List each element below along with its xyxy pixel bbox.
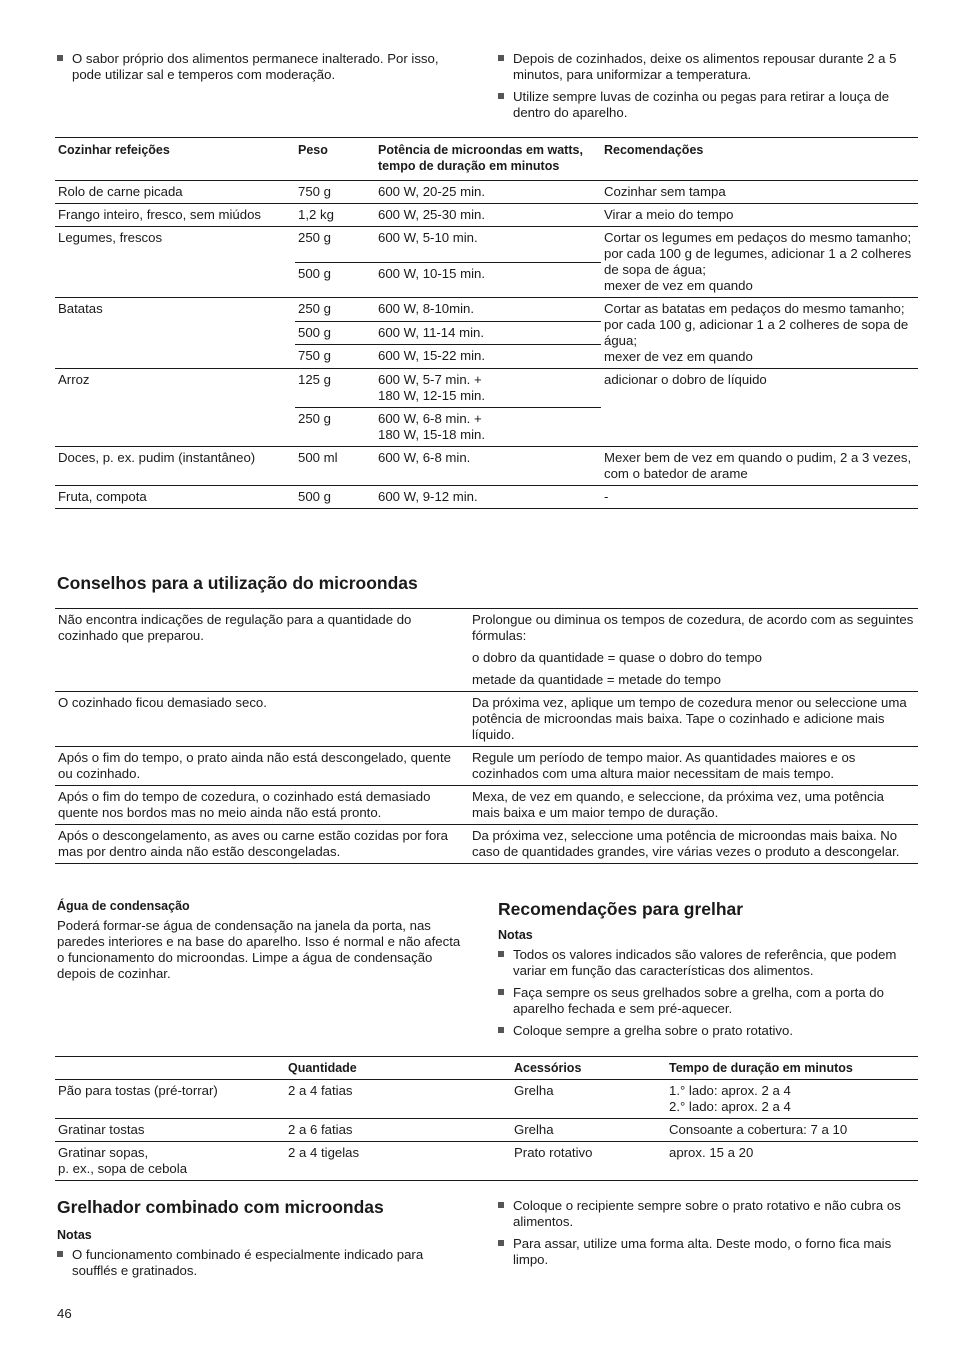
tip-problem: O cozinhado ficou demasiado seco.	[55, 692, 469, 747]
dish-power: 600 W, 11-14 min.	[375, 321, 601, 345]
text-line: Cortar as batatas em pedaços do mesmo tamanho;	[604, 301, 905, 316]
tip-solution-line: Mexa, de vez em quando, e seleccione, da próxima vez, uma potência mais baixa e um maior tempo de duração.	[472, 789, 884, 820]
col-header-recommendations: Recomendações	[601, 138, 918, 181]
tip-problem: Não encontra indicações de regulação para a quantidade do cozinhado que preparou.	[55, 609, 469, 692]
condensation-text: Poderá formar-se água de condensação na janela da porta, nas paredes interiores e na base do aparelho. Isso é normal e não afecta o funcionamento do microondas. Limpe a água de condensação depois de cozinhar.	[57, 918, 461, 981]
text-line: 2.° lado: aprox. 2 a 4	[669, 1099, 791, 1114]
tips-row	[55, 747, 918, 786]
dish-recommendation: -	[601, 486, 918, 509]
dish-recommendation: adicionar o dobro de líquido	[601, 369, 918, 447]
dish-power: 600 W, 10-15 min.	[375, 262, 601, 298]
dish-power: 600 W, 20-25 min.	[375, 181, 601, 204]
table-row	[55, 227, 918, 263]
condensation-title: Água de condensação	[57, 899, 190, 913]
tips-title: Conselhos para a utilização do microondas	[57, 573, 418, 593]
intro-bullet: O sabor próprio dos alimentos permanece inalterado. Por isso, pode utilizar sal e temperos com moderação.	[57, 51, 467, 83]
dish-recommendation: Virar a meio do tempo	[601, 204, 918, 227]
dish-weight: 125 g	[295, 369, 375, 408]
combo-note: Coloque o recipiente sempre sobre o prato rotativo e não cubra os alimentos.	[498, 1198, 918, 1230]
text-line: 600 W, 6-8 min. +	[378, 411, 482, 426]
text-line: p. ex., sopa de cebola	[58, 1161, 188, 1176]
grill-title: Recomendações para grelhar	[498, 899, 744, 919]
text-line: 1.° lado: aprox. 2 a 4	[669, 1083, 791, 1098]
dish-power	[375, 369, 601, 408]
tips-table-wrapper	[55, 608, 918, 864]
table-row	[55, 369, 918, 408]
dish-weight: 750 g	[295, 181, 375, 204]
text-line: 180 W, 12-15 min.	[378, 388, 486, 403]
text-line: mexer de vez em quando	[604, 349, 753, 364]
dish-name: Frango inteiro, fresco, sem miúdos	[55, 204, 295, 227]
dish-weight: 500 g	[295, 262, 375, 298]
grill-item: Gratinar tostas	[55, 1119, 285, 1142]
tips-row	[55, 786, 918, 825]
tips-row	[55, 825, 918, 864]
grill-quantity: 2 a 4 fatias	[285, 1080, 511, 1119]
tip-solution-line: Da próxima vez, seleccione uma potência de microondas mais baixa. No caso de quantidades grandes, vire várias vezes o produto a descongelar.	[472, 828, 900, 859]
grill-note: Todos os valores indicados são valores de referência, que podem variar em função das características dos alimentos.	[498, 947, 918, 979]
grill-item: Pão para tostas (pré-torrar)	[55, 1080, 285, 1119]
grill-accessory: Grelha	[511, 1119, 666, 1142]
combo-title: Grelhador combinado com microondas	[57, 1197, 384, 1217]
table-row	[55, 298, 918, 322]
grill-accessory: Prato rotativo	[511, 1142, 666, 1181]
text-line: por cada 100 g, adicionar 1 a 2 colheres de sopa de água;	[604, 317, 909, 348]
table-row	[55, 447, 918, 486]
tip-solution	[469, 692, 918, 747]
grill-time	[666, 1080, 918, 1119]
grill-item	[55, 1142, 285, 1181]
grill-notes-label: Notas	[498, 928, 533, 942]
text-line: Cortar os legumes em pedaços do mesmo tamanho;	[604, 230, 912, 245]
grill-row	[55, 1142, 918, 1181]
tip-solution-line: metade da quantidade = metade do tempo	[472, 672, 721, 687]
combo-notes-label: Notas	[57, 1228, 92, 1242]
intro-left-column	[57, 51, 467, 89]
grill-section	[498, 898, 918, 1045]
text-line: mexer de vez em quando	[604, 278, 753, 293]
tip-problem: Após o descongelamento, as aves ou carne estão cozidas por fora mas por dentro ainda não estão descongeladas.	[55, 825, 469, 864]
text-line: Gratinar sopas,	[58, 1145, 149, 1160]
tip-problem: Após o fim do tempo de cozedura, o cozinhado está demasiado quente nos bordos mas no meio ainda não está pronto.	[55, 786, 469, 825]
dish-power: 600 W, 15-22 min.	[375, 345, 601, 369]
tip-solution	[469, 825, 918, 864]
dish-name: Fruta, compota	[55, 486, 295, 509]
intro-right-column	[498, 51, 918, 127]
grill-table-header-row	[55, 1057, 918, 1080]
tip-problem: Após o fim do tempo, o prato ainda não está descongelado, quente ou cozinhado.	[55, 747, 469, 786]
dish-weight: 1,2 kg	[295, 204, 375, 227]
grill-col-header-quantity: Quantidade	[285, 1057, 511, 1080]
grill-quantity: 2 a 4 tigelas	[285, 1142, 511, 1181]
cooking-table-wrapper	[55, 137, 918, 509]
combo-right-column	[498, 1198, 918, 1274]
dish-power: 600 W, 5-10 min.	[375, 227, 601, 263]
dish-weight: 250 g	[295, 298, 375, 322]
dish-power	[375, 408, 601, 447]
grill-row	[55, 1119, 918, 1142]
dish-power: 600 W, 8-10min.	[375, 298, 601, 322]
tip-solution	[469, 609, 918, 692]
dish-name: Batatas	[55, 298, 295, 369]
grill-col-header-time: Tempo de duração em minutos	[666, 1057, 918, 1080]
tip-solution	[469, 747, 918, 786]
combo-note: Para assar, utilize uma forma alta. Deste modo, o forno fica mais limpo.	[498, 1236, 918, 1268]
combo-note: O funcionamento combinado é especialmente indicado para soufflés e gratinados.	[57, 1247, 470, 1279]
tips-row	[55, 609, 918, 692]
dish-recommendation	[601, 227, 918, 298]
grill-col-header-accessories: Acessórios	[511, 1057, 666, 1080]
col-header-weight: Peso	[295, 138, 375, 181]
col-header-dish: Cozinhar refeições	[55, 138, 295, 181]
tips-row	[55, 692, 918, 747]
tip-solution-line: Da próxima vez, aplique um tempo de cozedura menor ou seleccione uma potência de microondas mais baixa. Tape o cozinhado e adicione mais líquido.	[472, 695, 907, 742]
table-row	[55, 204, 918, 227]
tip-solution-line: o dobro da quantidade = quase o dobro do tempo	[472, 650, 762, 665]
grill-col-header-item	[55, 1057, 285, 1080]
grill-note: Coloque sempre a grelha sobre o prato rotativo.	[498, 1023, 918, 1039]
text-line: 180 W, 15-18 min.	[378, 427, 486, 442]
cooking-table-header-row	[55, 138, 918, 181]
dish-weight: 250 g	[295, 408, 375, 447]
tip-solution	[469, 786, 918, 825]
text-line: por cada 100 g de legumes, adicionar 1 a 2 colheres de sopa de água;	[604, 246, 912, 277]
table-row	[55, 181, 918, 204]
grill-time: aprox. 15 a 20	[666, 1142, 918, 1181]
condensation-section	[57, 898, 470, 982]
cooking-table	[55, 137, 918, 509]
intro-bullet: Depois de cozinhados, deixe os alimentos repousar durante 2 a 5 minutos, para uniformizar a temperatura.	[498, 51, 918, 83]
tips-table	[55, 608, 918, 864]
grill-row	[55, 1080, 918, 1119]
grill-table	[55, 1056, 918, 1181]
dish-power: 600 W, 6-8 min.	[375, 447, 601, 486]
page-number: 46	[57, 1306, 72, 1321]
grill-quantity: 2 a 6 fatias	[285, 1119, 511, 1142]
dish-weight: 500 g	[295, 486, 375, 509]
dish-power: 600 W, 25-30 min.	[375, 204, 601, 227]
grill-time: Consoante a cobertura: 7 a 10	[666, 1119, 918, 1142]
dish-weight: 500 ml	[295, 447, 375, 486]
tip-solution-line: Regule um período de tempo maior. As quantidades maiores e os cozinhados com uma altura maior necessitam de mais tempo.	[472, 750, 856, 781]
dish-weight: 750 g	[295, 345, 375, 369]
dish-power: 600 W, 9-12 min.	[375, 486, 601, 509]
dish-name: Doces, p. ex. pudim (instantâneo)	[55, 447, 295, 486]
intro-bullet: Utilize sempre luvas de cozinha ou pegas para retirar a louça de dentro do aparelho.	[498, 89, 918, 121]
text-line: 600 W, 5-7 min. +	[378, 372, 482, 387]
dish-weight: 500 g	[295, 321, 375, 345]
dish-recommendation: Mexer bem de vez em quando o pudim, 2 a 3 vezes, com o batedor de arame	[601, 447, 918, 486]
grill-table-wrapper	[55, 1056, 918, 1181]
dish-weight: 250 g	[295, 227, 375, 263]
dish-recommendation	[601, 298, 918, 369]
table-row	[55, 486, 918, 509]
dish-name: Arroz	[55, 369, 295, 447]
grill-accessory: Grelha	[511, 1080, 666, 1119]
dish-name: Legumes, frescos	[55, 227, 295, 298]
dish-recommendation: Cozinhar sem tampa	[601, 181, 918, 204]
col-header-power: Potência de microondas em watts, tempo de duração em minutos	[375, 138, 601, 181]
grill-note: Faça sempre os seus grelhados sobre a grelha, com a porta do aparelho fechada e sem pré-aquecer.	[498, 985, 918, 1017]
combo-left-column	[57, 1196, 470, 1285]
dish-name: Rolo de carne picada	[55, 181, 295, 204]
tip-solution-line: Prolongue ou diminua os tempos de cozedura, de acordo com as seguintes fórmulas:	[472, 612, 914, 643]
